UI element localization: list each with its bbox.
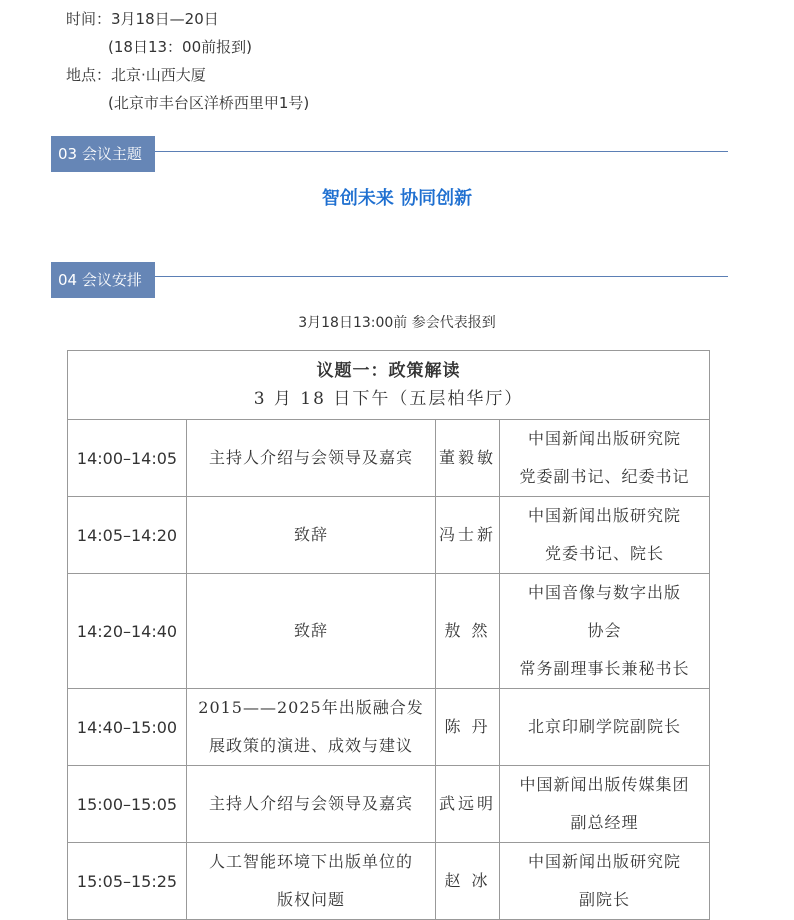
role-line: 协会 — [587, 621, 622, 640]
speaker-role — [500, 574, 710, 689]
role-line: 副总经理 — [570, 813, 639, 832]
place-line — [66, 66, 206, 84]
table-row — [68, 843, 710, 920]
session-time: 14:40–15:00 — [68, 689, 187, 766]
agenda-subtitle: 3 月 18 日下午（五层柏华厅） — [253, 389, 524, 409]
table-row — [68, 574, 710, 689]
section-03-tag: 03 会议主题 — [51, 136, 155, 172]
session-topic — [187, 420, 436, 497]
session-time: 15:00–15:05 — [68, 766, 187, 843]
topic-line: 致辞 — [293, 621, 328, 640]
session-topic — [187, 574, 436, 689]
session-time: 14:05–14:20 — [68, 497, 187, 574]
session-time: 15:05–15:25 — [68, 843, 187, 920]
session-topic — [187, 689, 436, 766]
role-line: 中国新闻出版研究院 — [528, 506, 682, 525]
topic-line: 致辞 — [293, 525, 328, 544]
session-speaker: 陈 丹 — [436, 689, 500, 766]
speaker-role — [500, 843, 710, 920]
place-label: 地点： — [66, 66, 112, 84]
session-speaker: 武远明 — [436, 766, 500, 843]
topic-line: 2015——2025年出版融合发 — [198, 698, 424, 717]
time-label: 时间： — [66, 10, 112, 28]
session-topic — [187, 843, 436, 920]
table-row — [68, 689, 710, 766]
session-speaker: 敖 然 — [436, 574, 500, 689]
role-line: 中国音像与数字出版 — [528, 583, 682, 602]
agenda-header — [68, 351, 710, 420]
topic-line: 展政策的演进、成效与建议 — [208, 736, 413, 755]
place-note: (北京市丰台区洋桥西里甲1号) — [108, 94, 310, 112]
section-03-rule — [155, 151, 728, 152]
session-time: 14:00–14:05 — [68, 420, 187, 497]
speaker-role — [500, 497, 710, 574]
agenda-title: 议题一：政策解读 — [316, 361, 461, 381]
speaker-role — [500, 766, 710, 843]
table-row — [68, 497, 710, 574]
session-speaker: 冯士新 — [436, 497, 500, 574]
speaker-role — [500, 689, 710, 766]
session-topic — [187, 766, 436, 843]
role-line: 常务副理事长兼秘书长 — [519, 659, 690, 678]
section-04-rule — [155, 276, 728, 277]
session-time: 14:20–14:40 — [68, 574, 187, 689]
time-note: (18日13：00前报到) — [108, 38, 252, 56]
meeting-theme: 智创未来 协同创新 — [321, 188, 473, 209]
role-line: 中国新闻出版传媒集团 — [519, 775, 690, 794]
session-speaker: 赵 冰 — [436, 843, 500, 920]
arrival-note: 3月18日13:00前 参会代表报到 — [298, 315, 496, 331]
agenda-table — [67, 350, 710, 920]
role-line: 中国新闻出版研究院 — [528, 852, 682, 871]
topic-line: 版权问题 — [276, 890, 345, 909]
session-topic — [187, 497, 436, 574]
topic-line: 主持人介绍与会领导及嘉宾 — [208, 794, 413, 813]
table-row — [68, 766, 710, 843]
agenda-header-row — [68, 351, 710, 420]
role-line: 北京印刷学院副院长 — [528, 717, 682, 736]
table-row — [68, 420, 710, 497]
speaker-role — [500, 420, 710, 497]
session-speaker: 董毅敏 — [436, 420, 500, 497]
time-line — [66, 10, 219, 28]
topic-line: 人工智能环境下出版单位的 — [208, 852, 413, 871]
role-line: 党委副书记、纪委书记 — [519, 467, 690, 486]
place-value: 北京·山西大厦 — [111, 66, 206, 84]
role-line: 副院长 — [579, 890, 631, 909]
time-value: 3月18日—20日 — [111, 10, 219, 28]
section-04-tag: 04 会议安排 — [51, 262, 155, 298]
role-line: 党委书记、院长 — [545, 544, 665, 563]
role-line: 中国新闻出版研究院 — [528, 429, 682, 448]
topic-line: 主持人介绍与会领导及嘉宾 — [208, 448, 413, 467]
